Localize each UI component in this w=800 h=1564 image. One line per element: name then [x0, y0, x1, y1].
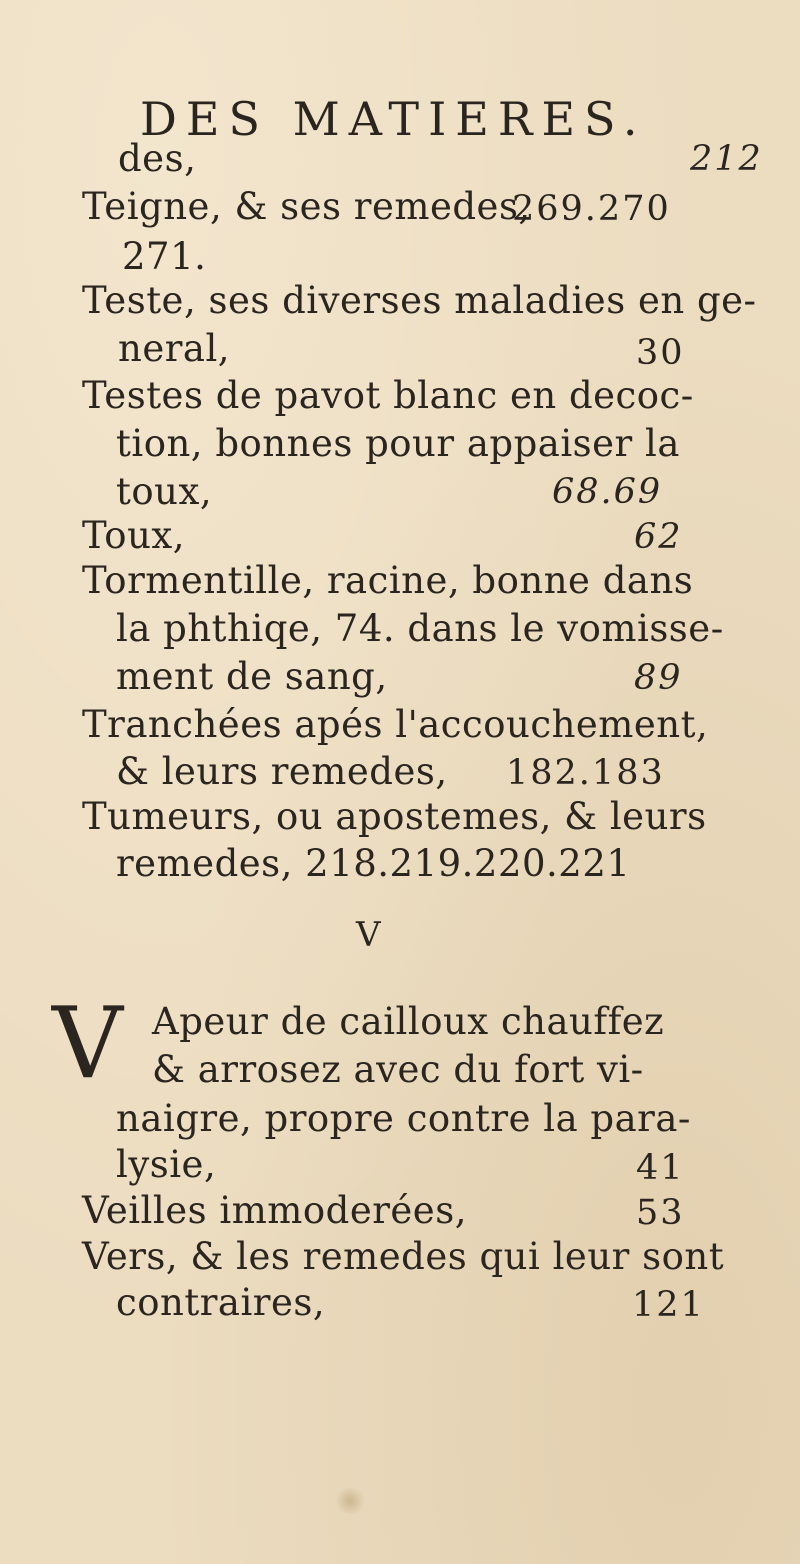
- page-reference: 41: [636, 1148, 685, 1188]
- index-entry-line: Tranchées apés l'accouchement,: [82, 703, 709, 746]
- index-entry-line: Apeur de cailloux chauffez: [152, 1000, 665, 1043]
- index-entry-line: ment de sang,: [116, 655, 388, 698]
- page-reference: 212: [690, 139, 763, 179]
- page-reference: 30: [636, 333, 685, 373]
- index-entry-line: la phthiqe, 74. dans le vomisse-: [116, 607, 724, 650]
- page-reference: 121: [632, 1285, 705, 1325]
- drop-cap: V: [52, 987, 123, 1101]
- index-entry-line: contraires,: [116, 1281, 326, 1324]
- index-entry-line: toux,: [116, 470, 213, 513]
- index-entry-line: Teste, ses diverses maladies en ge-: [82, 279, 757, 322]
- index-entry-line: lysie,: [116, 1143, 217, 1186]
- index-entry-line: Toux,: [82, 514, 186, 557]
- index-entry-line: Testes de pavot blanc en decoc-: [82, 374, 694, 417]
- page-reference: 62: [634, 517, 683, 557]
- index-entry-line: des,: [118, 137, 197, 180]
- page-reference: 68.69: [552, 472, 663, 512]
- index-entry-line: Tumeurs, ou apostemes, & leurs: [82, 795, 707, 838]
- index-entry-line: Vers, & les remedes qui leur sont: [82, 1235, 725, 1278]
- page-reference: 89: [634, 658, 683, 698]
- index-entry-line: neral,: [118, 327, 231, 370]
- index-entry-line: Veilles immoderées,: [82, 1189, 467, 1232]
- index-entry-line: & leurs remedes,: [116, 750, 448, 793]
- index-entry-line: Tormentille, racine, bonne dans: [82, 559, 694, 602]
- index-entry-line: tion, bonnes pour appaiser la: [116, 422, 680, 465]
- page-reference: 53: [636, 1193, 685, 1233]
- index-entry-line: 271.: [122, 235, 207, 278]
- page-reference: 269.270: [512, 189, 671, 229]
- index-entry-line: Teigne, & ses remedes,: [82, 185, 531, 228]
- section-letter: V: [356, 915, 381, 955]
- page-reference: 182.183: [506, 753, 665, 793]
- ink-blot: [333, 1488, 367, 1514]
- index-entry-line: naigre, propre contre la para-: [116, 1097, 691, 1140]
- index-entry-line: remedes, 218.219.220.221: [116, 842, 631, 885]
- page-header: DES MATIERES.: [140, 92, 647, 146]
- index-entry-line: & arrosez avec du fort vi-: [152, 1048, 644, 1091]
